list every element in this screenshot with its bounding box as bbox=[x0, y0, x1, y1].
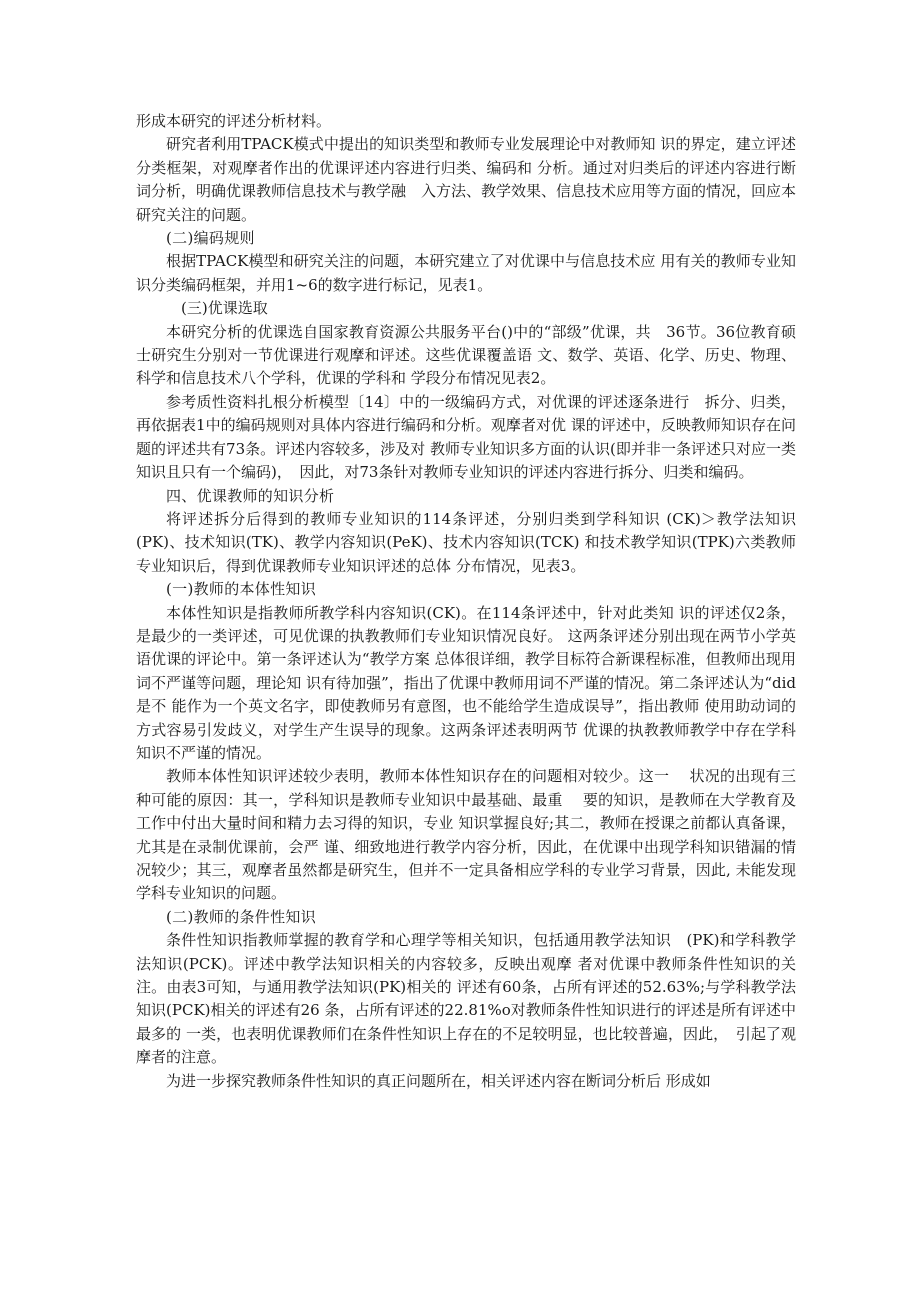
paragraph-further-exploration: 为进一步探究教师条件性知识的真正问题所在，相关评述内容在断词分析后 形成如 bbox=[166, 1071, 711, 1090]
paragraph-ontological-knowledge: 本体性知识是指教师所教学科内容知识(CK)。在114条评述中，针对此类知 识的评述仅2条，是最少的一类评述，可见优课的执教教师们专业知识情况良好。 这两条评述分别出现在两节小学英语优课的评论中。第一条评述认为“教学方案 总体很详细，教学目标符合新课程标准，但教师出现用词不严谨等问题，理论知 识有待加强”，指出了优课中教师用词不严谨的情况。第二条评述认为“did是不 能作为一个英文名字，即使教师另有意图，也不能给学生造成误导”，指出教师 使用助动词的方式容易引发歧义，对学生产生误导的现象。这两条评述表明两节 优课的执教教师教学中存在学科知识不严谨的情况。 bbox=[136, 603, 796, 762]
paragraph-knowledge-distribution: 将评述拆分后得到的教师专业知识的114条评述，分别归类到学科知识 (CK)＞教学法知识(PK)、技术知识(TK)、教学内容知识(PeK)、技术内容知识(TCK) 和技术教学知识(TPK)六类教师专业知识后，得到优课教师专业知识评述的总体 分布情况，见表3。 bbox=[136, 509, 796, 575]
section-heading-coding-rules: (二)编码规则 bbox=[166, 229, 255, 248]
paragraph-lesson-selection: 本研究分析的优课选自国家教育资源公共服务平台()中的“部级”优课，共 36节。36位教育硕士研究生分别对一节优课进行观摩和评述。这些优课覆盖语 文、数学、英语、化学、历史、物理、科学和信息技术八个学科，优课的学科和 学段分布情况见表2。 bbox=[136, 322, 796, 388]
document-page bbox=[136, 110, 796, 1093]
section-heading-conditional-knowledge: (二)教师的条件性知识 bbox=[166, 907, 317, 926]
section-heading-ontological-knowledge: (一)教师的本体性知识 bbox=[166, 580, 317, 599]
paragraph-method: 研究者利用TPACK模式中提出的知识类型和教师专业发展理论中对教师知 识的界定，建立评述分类框架，对观摩者作出的优课评述内容进行归类、编码和 分析。通过对归类后的评述内容进行断词分析，明确优课教师信息技术与教学融 入方法、教学效果、信息技术应用等方面的情况，回应本研究关注的问题。 bbox=[136, 135, 797, 224]
paragraph-continuation: 形成本研究的评述分析材料。 bbox=[136, 112, 332, 130]
paragraph-grounded-analysis: 参考质性资料扎根分析模型〔14〕中的一级编码方式，对优课的评述逐条进行 拆分、归类，再依据表1中的编码规则对具体内容进行编码和分析。观摩者对优 课的评述中，反映教师知识存在问题的评述共有73条。评述内容较多，涉及对 教师专业知识多方面的认识(即并非一条评述只对应一类知识且只有一个编码)， 因此，对73条针对教师专业知识的评述内容进行拆分、归类和编码。 bbox=[136, 392, 796, 482]
section-heading-lesson-selection: (三)优课选取 bbox=[181, 299, 268, 318]
section-heading-knowledge-analysis: 四、优课教师的知识分析 bbox=[166, 486, 335, 505]
paragraph-conditional-knowledge: 条件性知识指教师掌握的教育学和心理学等相关知识，包括通用教学法知识 (PK)和学科教学法知识(PCK)。评述中教学法知识相关的内容较多，反映出观摩 者对优课中教师条件性知识的关注。由表3可知，与通用教学法知识(PK)相关的 评述有60条，占所有评述的52.63%;与学科教学法知识(PCK)相关的评述有26 条，占所有评述的22.81%o对教师条件性知识进行的评述是所有评述中最多的 一类，也表明优课教师们在条件性知识上存在的不足较明显，也比较普遍，因此， 引起了观摩者的注意。 bbox=[136, 931, 796, 1067]
paragraph-ontological-reasons: 教师本体性知识评述较少表明，教师本体性知识存在的问题相对较少。这一 状况的出现有三种可能的原因：其一，学科知识是教师专业知识中最基础、最重 要的知识，是教师在大学教育及工作中付出大量时间和精力去习得的知识，专业 知识掌握良好;其二，教师在授课之前都认真备课，尤其是在录制优课前，会严 谨、细致地进行教学内容分析，因此，在优课中出现学科知识错漏的情况较少；其三，观摩者虽然都是研究生，但并不一定具备相应学科的专业学习背景，因此, 未能发现学科专业知识的问题。 bbox=[136, 767, 796, 903]
paragraph-coding-rules: 根据TPACK模型和研究关注的问题，本研究建立了对优课中与信息技术应 用有关的教师专业知识分类编码框架，并用1~6的数字进行标记，见表1。 bbox=[136, 252, 796, 294]
